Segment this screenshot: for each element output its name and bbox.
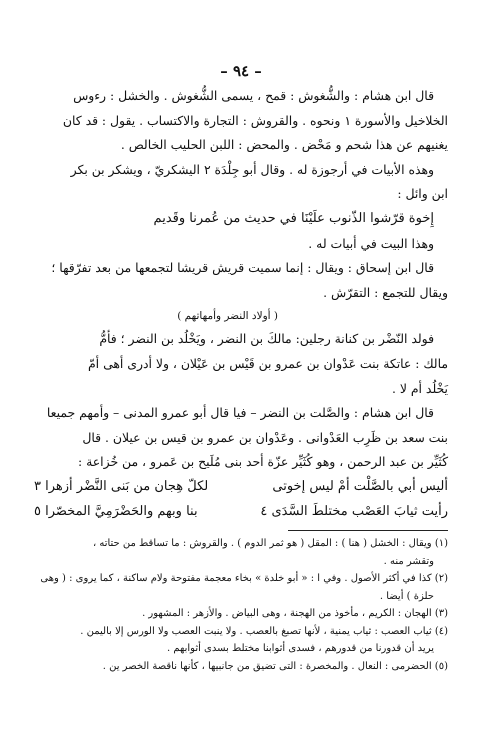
footnotes bbox=[34, 535, 448, 675]
text-line: فولد النّضْر بن كنانة رجلين: مالكَ بن النضر ، ويَخْلُد بن النضر ؛ فأمُّ bbox=[99, 331, 434, 347]
text-line: قال ابن هشام : والصَّلت بن النضر – فيا قال أبو عمرو المدنى – وأمهم جميعا bbox=[46, 405, 434, 421]
text-line: يَخْلُد أم لا . bbox=[392, 380, 448, 396]
main-text bbox=[34, 84, 448, 524]
verse-hemistich: بنا وبهم والحَضْرَمِيَّ المخصّرا ٥ bbox=[34, 503, 198, 519]
section-heading: ( أولاد النضر وأمهاتهم ) bbox=[177, 310, 278, 323]
footnote-line: (٤) ثياب العصب : ثياب يمنية ، لأنها تصبغ بالعصب . ولا ينبت العصب ولا الورس إلا باليمن . bbox=[80, 625, 448, 637]
footnote-line: (٣) الهجان : الكريم ، مأخوذ من الهجنة ، وهى البياض . والأزهر : المشهور . bbox=[142, 608, 448, 620]
verse-hemistich: لكلّ هِجان من بَنى النَّضْر أزهرا ٣ bbox=[34, 478, 209, 494]
text-line: يغنيهم عن هذا شحم و مَحْض . والمحض : اللبن الحليب الخالص . bbox=[120, 137, 448, 153]
text-line: قال ابن هشام : والشُّغوش : قمح ، يسمى الشُّغوش . والخشل : رءوس bbox=[73, 88, 434, 103]
text-line: وهذه الأبيات في أرجوزة له . وقال أبو جِلْدَة ٢ اليشكريّ ، ويشكر بن بكر bbox=[70, 161, 434, 177]
footnote-line: (٢) كذا في أكثر الأصول . وفي ا : « أبو خلدة » بخاء معجمة مفتوحة ولام ساكنة ، كما يروى : ( وهى bbox=[40, 573, 448, 585]
verse-hemistich: أليس أبي بالصَّلْت أمْ ليس إخوتى bbox=[272, 478, 448, 494]
footnote-line: يريد أن قدورنا من قدورهم ، فسدى أثوابنا مختلط بسدى أثوابهم . bbox=[166, 643, 434, 655]
text-line: كُثَيِّر بن عبد الرحمن ، وهو كُثَيِّر عزّة أحد بنى مُلَيح بن عَمرو ، من خُزاعة : bbox=[78, 454, 448, 470]
text-line: ويقال للتجمع : التقرّش . bbox=[323, 284, 448, 300]
footnote-divider bbox=[288, 530, 448, 531]
verse-line: إِخوة قرّشوا الذّنوب علَيْنَا في حديث من عُمرنا وقَديم bbox=[153, 210, 434, 226]
text-line: الخلاخيل والأسورة ١ ونحوه . والقروش : التجارة والاكتساب . يقول : قد كان bbox=[62, 112, 448, 128]
verse-hemistich: رأيت ثيابَ العَصْب مختلطَ السَّدَى ٤ bbox=[260, 503, 448, 519]
text-line: قال ابن إسحاق : ويقال : إنما سميت قريش قريشا لتجمعها من بعد تفرّقها ؛ bbox=[51, 260, 434, 276]
footnote-line: وتقشر منه . bbox=[383, 555, 434, 567]
poem-verse bbox=[34, 475, 448, 500]
page-number: – ٩٤ – bbox=[220, 62, 262, 80]
footnote-line: (٥) الحضرمى : النعال . والمخصرة : التى تضيق من جانبيها ، كأنها ناقصة الخصر ين . bbox=[102, 660, 448, 672]
text-line: بنت سعد بن ظَرِب العَدْوانى . وعَدْوان بن عمرو بن قيس بن عيلان . قال bbox=[82, 429, 448, 445]
poem-verse bbox=[34, 500, 448, 525]
footnote-line: حلزة ) أيضا . bbox=[379, 590, 434, 602]
text-line: وهذا البيت في أبيات له . bbox=[308, 235, 434, 251]
text-line: مالك : عاتكة بنت عَدْوان بن عمرو بن قَيْس بن عَيْلان ، ولا أدرى أهى أمّ bbox=[88, 355, 448, 371]
text-line: ابن وائل : bbox=[397, 186, 448, 202]
footnote-line: (١) ويقال : الخشل ( هنا ) : المقل ( هو ثمر الدوم ) . والقروش : ما تساقط من حتاته ، bbox=[92, 538, 448, 550]
